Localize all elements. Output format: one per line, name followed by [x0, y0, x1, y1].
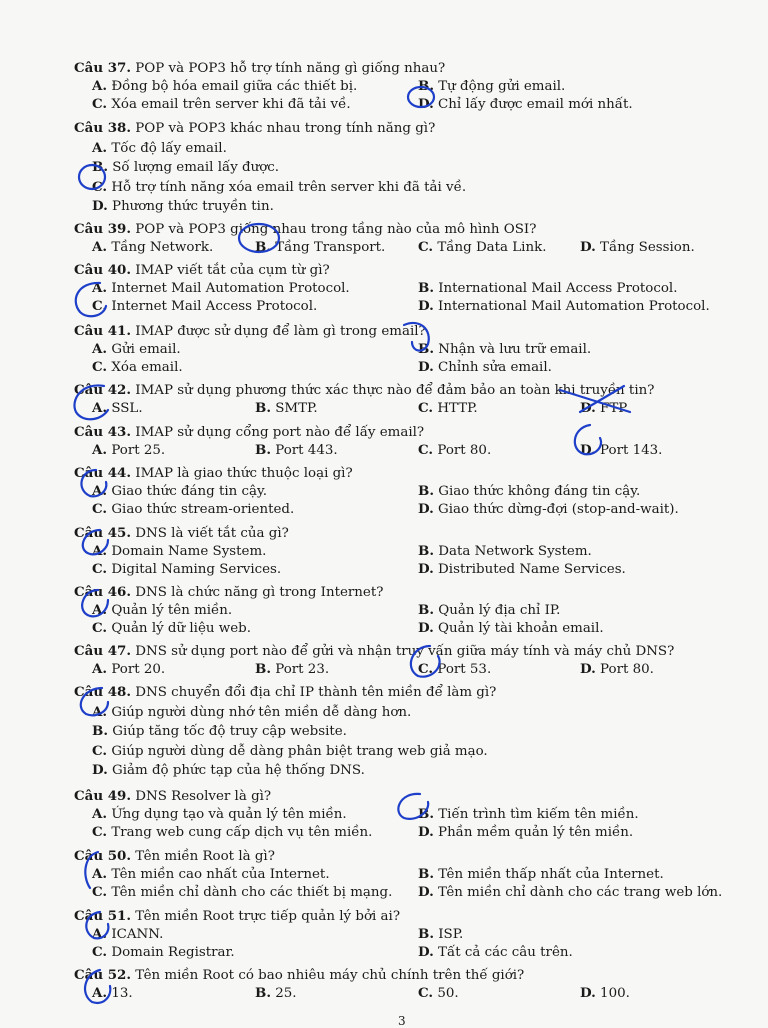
- option-label: C.: [92, 96, 108, 112]
- option-d: [580, 442, 662, 459]
- question-text: POP và POP3 hỗ trợ tính năng gì giống nhau?: [131, 61, 446, 76]
- option-label: D.: [418, 561, 434, 577]
- option-text: Quản lý địa chỉ IP.: [433, 603, 561, 618]
- question-text: POP và POP3 khác nhau trong tính năng gì?: [131, 121, 436, 136]
- question-text: IMAP viết tắt của cụm từ gì?: [131, 263, 330, 278]
- option-label: A.: [92, 239, 108, 255]
- question-45-stem: [74, 525, 289, 542]
- option-b: [418, 280, 677, 297]
- option-label: C.: [418, 400, 434, 416]
- option-label: C.: [92, 944, 108, 960]
- option-label: B.: [418, 78, 434, 94]
- option-text: 100.: [595, 986, 630, 1001]
- option-text: Port 25.: [107, 443, 166, 458]
- option-label: D.: [418, 501, 434, 517]
- question-label: Câu 52.: [74, 967, 132, 983]
- option-a: [92, 78, 357, 95]
- option-b: [418, 341, 591, 358]
- option-text: Port 80.: [433, 443, 492, 458]
- option-text: Chỉ lấy được email mới nhất.: [433, 97, 633, 112]
- option-b: [418, 78, 565, 95]
- option-a: [92, 806, 347, 823]
- option-b: [418, 866, 664, 883]
- option-c: [92, 944, 235, 961]
- option-c: [92, 743, 488, 760]
- option-text: 50.: [433, 986, 459, 1001]
- question-label: Câu 39.: [74, 221, 132, 237]
- question-label: Câu 45.: [74, 525, 132, 541]
- option-a: [92, 661, 165, 678]
- option-label: C.: [92, 359, 108, 375]
- option-text: Tên miền thấp nhất của Internet.: [433, 867, 664, 882]
- option-label: A.: [92, 543, 108, 559]
- option-label: C.: [92, 298, 108, 314]
- option-d: [92, 198, 274, 215]
- option-a: [92, 602, 232, 619]
- question-label: Câu 49.: [74, 788, 132, 804]
- option-label: D.: [418, 884, 434, 900]
- option-text: Internet Mail Access Protocol.: [107, 299, 318, 314]
- option-text: SMTP.: [270, 401, 318, 416]
- question-label: Câu 40.: [74, 262, 132, 278]
- option-text: 13.: [107, 986, 133, 1001]
- option-label: B.: [418, 926, 434, 942]
- option-text: Chỉnh sửa email.: [433, 360, 552, 375]
- option-text: Quản lý tài khoản email.: [433, 621, 604, 636]
- option-d: [418, 944, 573, 961]
- option-text: Giảm độ phức tạp của hệ thống DNS.: [107, 763, 365, 778]
- option-text: Giao thức đáng tin cậy.: [107, 484, 268, 499]
- option-text: Giao thức stream-oriented.: [107, 502, 295, 517]
- option-text: FTP.: [595, 401, 629, 416]
- option-label: A.: [92, 926, 108, 942]
- option-d: [92, 762, 365, 779]
- option-label: B.: [418, 341, 434, 357]
- option-b: [418, 483, 640, 500]
- option-text: Tầng Data Link.: [433, 240, 547, 255]
- question-44-stem: [74, 465, 353, 482]
- option-label: B.: [255, 442, 271, 458]
- option-label: B.: [418, 543, 434, 559]
- option-c: [92, 501, 294, 518]
- option-b: [255, 239, 385, 256]
- option-b: [92, 723, 347, 740]
- option-text: Distributed Name Services.: [433, 562, 626, 577]
- option-label: A.: [92, 602, 108, 618]
- option-text: Giúp người dùng dễ dàng phân biệt trang web giả mạo.: [107, 743, 488, 759]
- option-a: [92, 866, 330, 883]
- option-c: [418, 985, 459, 1002]
- option-d: [418, 359, 552, 376]
- option-c: [92, 884, 392, 901]
- question-label: Câu 47.: [74, 643, 132, 659]
- question-52-stem: [74, 967, 524, 984]
- option-b: [418, 806, 639, 823]
- option-text: Giúp tăng tốc độ truy cập website.: [107, 724, 347, 739]
- option-d: [418, 96, 633, 113]
- option-label: D.: [580, 442, 596, 458]
- question-43-stem: [74, 424, 424, 441]
- question-label: Câu 42.: [74, 382, 132, 398]
- option-text: Giao thức dừng-đợi (stop-and-wait).: [433, 502, 679, 517]
- option-text: Giao thức không đáng tin cậy.: [433, 484, 641, 499]
- question-48-stem: [74, 684, 496, 701]
- question-37-stem: [74, 60, 445, 77]
- option-text: Đồng bộ hóa email giữa các thiết bị.: [107, 79, 358, 94]
- option-label: A.: [92, 442, 108, 458]
- option-label: D.: [580, 239, 596, 255]
- option-text: International Mail Access Protocol.: [433, 281, 678, 296]
- option-label: D.: [580, 985, 596, 1001]
- option-text: Tầng Network.: [107, 240, 214, 255]
- option-text: Internet Mail Automation Protocol.: [107, 281, 350, 296]
- question-50-stem: [74, 848, 275, 865]
- option-label: B.: [418, 866, 434, 882]
- option-c: [92, 96, 351, 113]
- question-text: Tên miền Root có bao nhiêu máy chủ chính trên thế giới?: [131, 968, 525, 983]
- option-text: Hỗ trợ tính năng xóa email trên server khi đã tải về.: [107, 179, 467, 195]
- option-a: [92, 704, 411, 721]
- question-47-stem: [74, 643, 674, 660]
- option-label: D.: [92, 198, 108, 214]
- question-text: DNS Resolver là gì?: [131, 789, 272, 804]
- option-text: Quản lý dữ liệu web.: [107, 621, 251, 636]
- option-text: Giúp người dùng nhớ tên miền dễ dàng hơn.: [107, 704, 412, 720]
- option-label: A.: [92, 703, 108, 720]
- option-text: Port 23.: [270, 662, 330, 677]
- option-c: [418, 661, 491, 678]
- question-label: Câu 41.: [74, 323, 132, 339]
- option-d: [418, 620, 604, 637]
- question-38-stem: [74, 120, 435, 137]
- option-c: [418, 400, 478, 417]
- option-text: International Mail Automation Protocol.: [433, 299, 710, 314]
- option-label: A.: [92, 866, 108, 882]
- option-text: Tên miền chỉ dành cho các trang web lớn.: [433, 885, 723, 900]
- option-text: Ứng dụng tạo và quản lý tên miền.: [107, 807, 347, 822]
- question-46-stem: [74, 584, 383, 601]
- option-label: D.: [418, 359, 434, 375]
- option-label: A.: [92, 661, 108, 677]
- option-label: A.: [92, 806, 108, 822]
- question-text: DNS chuyển đổi địa chỉ IP thành tên miền để làm gì?: [131, 685, 497, 700]
- option-d: [418, 298, 710, 315]
- question-text: DNS sử dụng port nào để gửi và nhận truy vấn giữa máy tính và máy chủ DNS?: [131, 644, 675, 659]
- question-label: Câu 37.: [74, 60, 132, 76]
- option-d: [580, 985, 630, 1002]
- option-c: [92, 359, 183, 376]
- option-label: A.: [92, 985, 108, 1001]
- option-label: D.: [418, 96, 434, 112]
- question-49-stem: [74, 788, 271, 805]
- option-label: A.: [92, 400, 108, 416]
- option-b: [418, 602, 560, 619]
- question-text: IMAP sử dụng phương thức xác thực nào để đảm bảo an toàn khi truyền tin?: [131, 383, 655, 398]
- option-text: Tầng Transport.: [270, 240, 386, 255]
- option-text: Trang web cung cấp dịch vụ tên miền.: [107, 825, 373, 840]
- option-label: D.: [418, 298, 434, 314]
- option-a: [92, 483, 267, 500]
- option-label: B.: [255, 985, 271, 1001]
- question-text: Tên miền Root là gì?: [131, 849, 275, 864]
- option-text: Xóa email.: [107, 360, 183, 375]
- option-a: [92, 239, 213, 256]
- option-label: D.: [418, 620, 434, 636]
- option-a: [92, 926, 163, 943]
- option-b: [255, 442, 338, 459]
- option-text: ICANN.: [107, 927, 164, 942]
- option-d: [418, 561, 626, 578]
- option-b: [255, 661, 329, 678]
- option-label: C.: [92, 620, 108, 636]
- option-text: Port 443.: [270, 443, 338, 458]
- question-text: IMAP sử dụng cổng port nào để lấy email?: [131, 425, 425, 440]
- option-label: B.: [255, 239, 271, 255]
- question-40-stem: [74, 262, 330, 279]
- option-text: Domain Name System.: [107, 544, 267, 559]
- option-text: Tiến trình tìm kiếm tên miền.: [433, 807, 639, 822]
- question-39-stem: [74, 221, 536, 238]
- question-label: Câu 44.: [74, 465, 132, 481]
- option-label: C.: [418, 985, 434, 1001]
- question-42-stem: [74, 382, 654, 399]
- option-text: Nhận và lưu trữ email.: [433, 342, 592, 357]
- option-text: Tên miền cao nhất của Internet.: [107, 867, 330, 882]
- option-label: D.: [580, 661, 596, 677]
- question-text: Tên miền Root trực tiếp quản lý bởi ai?: [131, 909, 400, 924]
- option-text: Gửi email.: [107, 342, 181, 357]
- option-c: [92, 179, 466, 196]
- question-label: Câu 51.: [74, 908, 132, 924]
- option-text: Số lượng email lấy được.: [107, 160, 280, 175]
- option-label: A.: [92, 280, 108, 296]
- question-label: Câu 48.: [74, 684, 132, 700]
- option-label: B.: [418, 483, 434, 499]
- question-label: Câu 50.: [74, 848, 132, 864]
- question-text: IMAP là giao thức thuộc loại gì?: [131, 466, 353, 481]
- option-label: C.: [92, 561, 108, 577]
- option-text: Port 20.: [107, 662, 166, 677]
- question-text: POP và POP3 giống nhau trong tầng nào của mô hình OSI?: [131, 222, 537, 237]
- option-label: B.: [418, 280, 434, 296]
- option-a: [92, 400, 143, 417]
- option-a: [92, 543, 266, 560]
- option-text: Quản lý tên miền.: [107, 603, 233, 618]
- option-text: Port 80.: [595, 662, 654, 677]
- question-label: Câu 38.: [74, 120, 132, 136]
- option-label: A.: [92, 341, 108, 357]
- option-label: C.: [92, 824, 108, 840]
- option-text: SSL.: [107, 401, 143, 416]
- option-d: [418, 501, 679, 518]
- option-label: A.: [92, 139, 108, 156]
- question-41-stem: [74, 323, 426, 340]
- option-c: [92, 298, 317, 315]
- option-label: A.: [92, 78, 108, 94]
- option-label: C.: [92, 884, 108, 900]
- option-text: Data Network System.: [433, 544, 592, 559]
- option-label: C.: [418, 239, 434, 255]
- option-label: A.: [92, 483, 108, 499]
- option-b: [418, 543, 592, 560]
- option-d: [418, 884, 722, 901]
- option-label: B.: [92, 723, 108, 739]
- option-a: [92, 442, 165, 459]
- option-text: Tốc độ lấy email.: [107, 140, 227, 156]
- option-text: ISP.: [433, 927, 464, 942]
- option-label: B.: [255, 661, 271, 677]
- option-label: B.: [92, 159, 108, 175]
- option-a: [92, 140, 227, 157]
- question-text: IMAP được sử dụng để làm gì trong email?: [131, 324, 426, 339]
- option-b: [92, 159, 279, 176]
- option-label: C.: [92, 178, 108, 195]
- option-a: [92, 985, 133, 1002]
- page-number: 3: [398, 1014, 406, 1028]
- option-label: B.: [418, 602, 434, 618]
- option-label: C.: [92, 501, 108, 517]
- option-text: Phần mềm quản lý tên miền.: [433, 825, 634, 840]
- option-label: B.: [255, 400, 271, 416]
- option-d: [418, 824, 633, 841]
- option-text: Port 143.: [595, 443, 663, 458]
- question-51-stem: [74, 908, 400, 925]
- option-text: Domain Registrar.: [107, 945, 235, 960]
- option-label: C.: [418, 661, 434, 677]
- option-label: D.: [580, 400, 596, 416]
- option-c: [418, 239, 546, 256]
- option-c: [92, 620, 251, 637]
- option-text: Tất cả các câu trên.: [433, 945, 573, 960]
- option-text: Xóa email trên server khi đã tải về.: [107, 97, 351, 112]
- option-label: C.: [418, 442, 434, 458]
- option-label: D.: [92, 762, 108, 778]
- option-c: [92, 824, 372, 841]
- option-b: [418, 926, 463, 943]
- option-b: [255, 985, 297, 1002]
- question-text: DNS là chức năng gì trong Internet?: [131, 585, 384, 600]
- option-text: HTTP.: [433, 401, 478, 416]
- option-d: [580, 661, 654, 678]
- question-text: DNS là viết tắt của gì?: [131, 526, 289, 541]
- option-text: 25.: [270, 986, 297, 1001]
- option-text: Phương thức truyền tin.: [107, 199, 274, 214]
- option-label: D.: [418, 824, 434, 840]
- option-d: [580, 239, 695, 256]
- option-text: Tầng Session.: [595, 240, 695, 255]
- option-a: [92, 280, 350, 297]
- option-a: [92, 341, 181, 358]
- option-label: C.: [92, 742, 108, 759]
- option-c: [418, 442, 491, 459]
- option-text: Tên miền chỉ dành cho các thiết bị mạng.: [107, 885, 393, 900]
- option-b: [255, 400, 318, 417]
- option-text: Port 53.: [433, 662, 492, 677]
- option-label: B.: [418, 806, 434, 822]
- question-label: Câu 46.: [74, 584, 132, 600]
- option-text: Digital Naming Services.: [107, 562, 282, 577]
- option-label: D.: [418, 944, 434, 960]
- question-label: Câu 43.: [74, 424, 132, 440]
- option-text: Tự động gửi email.: [433, 79, 566, 94]
- option-c: [92, 561, 281, 578]
- option-d: [580, 400, 629, 417]
